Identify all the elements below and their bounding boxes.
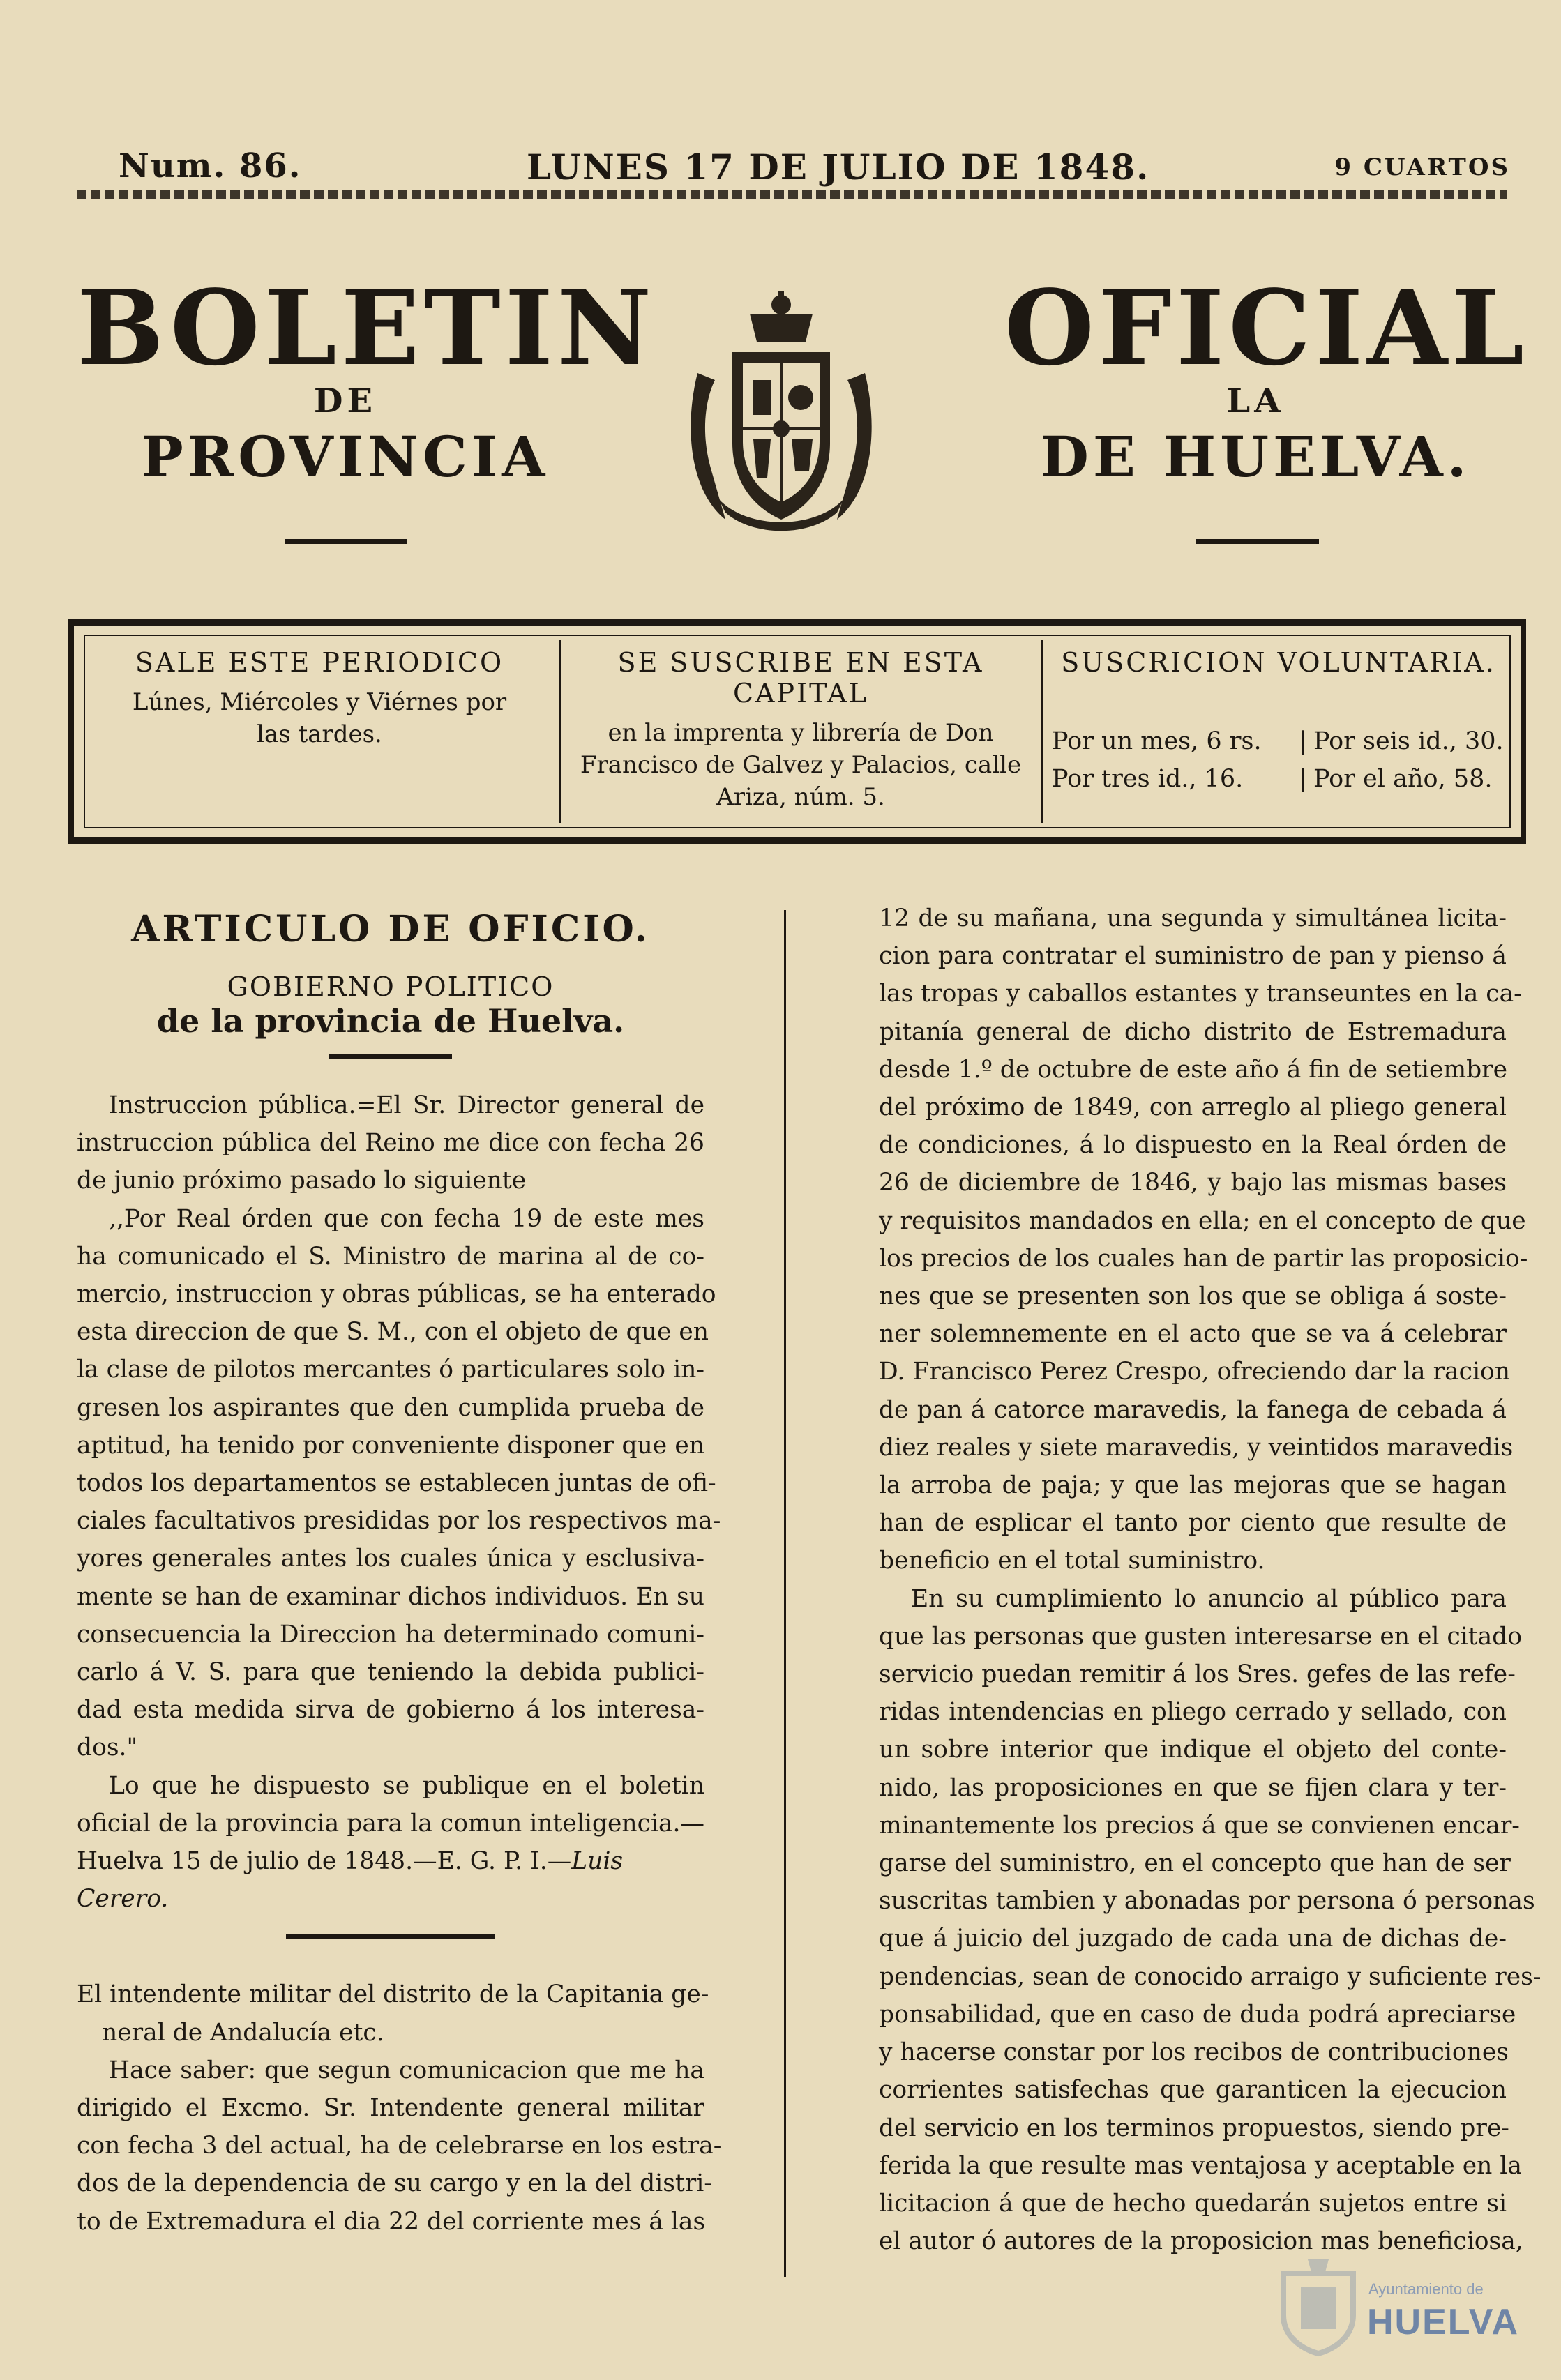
paragraph-publication <box>77 1767 704 1881</box>
text-line: ridas intendencias en pliego cerrado y sellado, con <box>879 1698 1507 1727</box>
text-line: del servicio en los terminos propuestos, siendo pre- <box>879 2114 1509 2142</box>
text-line: corrientes satisfechas que garanticen la ejecucion <box>879 2076 1507 2105</box>
text-line: 12 de su mañana, una segunda y simultánea licita- <box>879 904 1507 932</box>
text-line: ha comunicado el S. Ministro de marina al de co- <box>77 1242 704 1271</box>
watermark-small-text: Ayuntamiento de <box>1368 2280 1484 2298</box>
schedule-heading: SALE ESTE PERIODICO <box>135 647 504 678</box>
text-line: servicio puedan remitir á los Sres. gefes de las refe- <box>879 1660 1516 1689</box>
text-line: consecuencia la Direccion ha determinado comuni- <box>77 1620 704 1648</box>
text-line: licitacion á que de hecho quedarán sujetos entre si <box>879 2189 1507 2218</box>
paragraph-real-orden <box>77 1200 721 1767</box>
section-title: ARTICULO DE OFICIO. <box>131 908 650 950</box>
text-line: ciales facultativos presididas por los respectivos ma- <box>77 1507 721 1536</box>
text-line: Hace saber: que segun comunicacion que me ha <box>109 2056 704 2084</box>
text-line: nido, las proposiciones en que se fijen clara y ter- <box>879 1773 1507 1802</box>
text-line: suscritas tambien y abonadas por persona ó personas <box>879 1887 1535 1916</box>
text-line: han de esplicar el tanto por ciento que resulte de <box>879 1509 1507 1538</box>
text-line: mente se han de examinar dichos individuos. En su <box>77 1582 704 1611</box>
paragraph-hace-saber <box>77 2052 722 2241</box>
section-rule <box>286 1934 495 1939</box>
text-line: aptitud, ha tenido por conveniente disponer que en <box>77 1431 704 1460</box>
text-line: un sobre interior que indique el objeto del conte- <box>879 1736 1507 1764</box>
text-line: que las personas que gusten interesarse en el citado <box>879 1622 1523 1651</box>
text-line: yores generales antes los cuales única y esclusiva- <box>77 1545 704 1573</box>
signature-line <box>77 1880 704 1918</box>
paragraph-instruccion <box>77 1086 704 1200</box>
text-line: los precios de los cuales han de partir las proposicio- <box>879 1244 1528 1273</box>
watermark-text: HUELVA <box>1367 2302 1520 2342</box>
text-line: diez reales y siete maravedis, y veintidos maravedis <box>879 1433 1514 1462</box>
text-line: cion para contratar el suministro de pan y pienso á <box>879 942 1507 971</box>
text-line: Huelva 15 de julio de 1848.—E. G. P. I.—Luis <box>77 1847 624 1876</box>
text-line: con fecha 3 del actual, ha de celebrarse en los estra- <box>77 2132 722 2160</box>
text-line: ponsabilidad, que en caso de duda podrá apreciarse <box>879 2000 1516 2029</box>
text-line: de condiciones, á lo dispuesto en la Real órden de <box>879 1131 1507 1160</box>
issue-price: 9 CUARTOS <box>1334 153 1510 181</box>
text-line: todos los departamentos se establecen juntas de ofi- <box>77 1469 716 1498</box>
text-line: y requisitos mandados en ella; en el concepto de que <box>879 1206 1526 1235</box>
rate-separator: | <box>1299 727 1307 755</box>
text-line: y hacerse constar por los recibos de contribuciones <box>879 2038 1509 2067</box>
text-line: beneficio en el total suministro. <box>879 1547 1265 1575</box>
rates-row <box>1052 760 1512 798</box>
issue-header <box>119 146 1510 195</box>
text-line: garse del suministro, en el concepto que han de ser <box>879 1849 1511 1878</box>
text-line: En su cumplimiento lo anuncio al público para <box>911 1584 1507 1613</box>
text-line: El intendente militar del distrito de la Capitania ge- <box>77 1980 709 2009</box>
left-column <box>77 900 722 2241</box>
text-line: minantemente los precios á que se convienen encar- <box>879 1811 1520 1840</box>
rates-column <box>1052 647 1505 686</box>
rates-heading: SUSCRICION VOLUNTARIA. <box>1061 647 1496 678</box>
schedule-column <box>96 647 543 750</box>
text-line: mercio, instruccion y obras públicas, se ha enterado <box>77 1280 716 1309</box>
text-line: ner solemnemente en el acto que se va á celebrar <box>879 1320 1507 1349</box>
masthead-left <box>77 267 656 492</box>
paragraph-intendente <box>77 1976 709 2051</box>
ornamental-rule <box>77 190 1507 199</box>
rates-row <box>1052 722 1512 760</box>
text-line: dos de la dependencia de su cargo y en la del distri- <box>77 2169 712 2198</box>
subscribe-column <box>571 647 1031 813</box>
right-column <box>879 900 1541 2260</box>
text-line: 26 de diciembre de 1846, y bajo las mismas bases <box>879 1169 1507 1197</box>
text-line: ,,Por Real órden que con fecha 19 de este mes <box>109 1204 704 1233</box>
text-line: de junio próximo pasado lo siguiente <box>77 1167 527 1195</box>
text-line: oficial de la provincia para la comun inteligencia.— <box>77 1809 704 1837</box>
masthead-boletin: BOLETIN <box>77 267 656 388</box>
masthead-la: LA <box>1226 381 1285 420</box>
rate-cell: Por un mes, 6 rs. <box>1052 727 1262 755</box>
text-line: del próximo de 1849, con arreglo al pliego general <box>879 1093 1507 1122</box>
text-line: nes que se presenten son los que se obliga á soste- <box>879 1282 1507 1311</box>
text-line: la clase de pilotos mercantes ó particulares solo in- <box>77 1356 704 1384</box>
text-line: dos." <box>77 1734 138 1762</box>
text-line: esta direccion de que S. M., con el objeto de que en <box>77 1318 709 1347</box>
rates-table <box>1052 722 1512 798</box>
text-line: pendencias, sean de conocido arraigo y suficiente res- <box>879 1962 1541 1991</box>
text-line: D. Francisco Perez Crespo, ofreciendo dar la racion <box>879 1358 1510 1386</box>
text-line: dirigido el Excmo. Sr. Intendente general militar <box>77 2094 704 2123</box>
gov-heading: GOBIERNO POLITICO <box>227 971 555 1002</box>
rate-cell: Por seis id., 30. <box>1313 727 1504 755</box>
masthead-rule-left <box>285 539 407 544</box>
issue-date: LUNES 17 DE JULIO DE 1848. <box>527 146 1150 188</box>
text-line: que á juicio del juzgado de cada una de dichas de- <box>879 1925 1507 1953</box>
paragraph-licitacion <box>879 900 1528 1580</box>
subscribe-heading: SE SUSCRIBE EN ESTA CAPITAL <box>617 647 984 708</box>
masthead-de-huelva: DE HUELVA. <box>1040 424 1471 490</box>
text-line: gresen los aspirantes que den cumplida prueba de <box>77 1393 704 1422</box>
text-line: el autor ó autores de la proposicion mas beneficiosa, <box>879 2227 1523 2256</box>
text-line: instruccion pública del Reino me dice con fecha 26 <box>77 1129 704 1158</box>
schedule-text: Lúnes, Miércoles y Viérnes por las tardes. <box>132 688 507 748</box>
city-shield-watermark-icon <box>1269 2259 1367 2357</box>
signature-name: Luis <box>571 1847 624 1876</box>
text-line: Lo que he dispuesto se publique en el boletin <box>109 1771 704 1800</box>
rate-cell: Por tres id., 16. <box>1052 765 1244 793</box>
short-rule <box>329 1054 452 1059</box>
subscribe-text: en la imprenta y librería de Don Francisco de Galvez y Palacios, calle Ariza, núm. 5. <box>580 719 1022 811</box>
text-line: las tropas y caballos estantes y transeuntes en la ca- <box>879 980 1522 1008</box>
masthead-provincia: PROVINCIA <box>141 424 550 490</box>
text-line: pitanía general de dicho distrito de Estremadura <box>879 1017 1507 1046</box>
paragraph-cumplimiento <box>879 1580 1541 2261</box>
text-line: dad esta medida sirva de gobierno á los interesa- <box>77 1696 704 1725</box>
rate-cell: Por el año, 58. <box>1313 765 1493 793</box>
rate-separator: | <box>1299 765 1307 793</box>
box-divider <box>1041 640 1043 823</box>
text-line: de pan á catorce maravedis, la fanega de cebada á <box>879 1395 1507 1424</box>
text-line: ferida la que resulte mas ventajosa y aceptable en la <box>879 2151 1522 2180</box>
text-line: desde 1.º de octubre de este año á fin de setiembre <box>879 1055 1508 1084</box>
text-line: carlo á V. S. para que teniendo la debida publici- <box>77 1658 704 1687</box>
text-line: neral de Andalucía etc. <box>102 2018 384 2047</box>
gov-subheading: de la provincia de Huelva. <box>156 1002 625 1040</box>
masthead-rule-right <box>1196 539 1319 544</box>
issue-number: Num. 86. <box>119 146 302 185</box>
signature-surname: Cerero. <box>77 1885 169 1913</box>
text-line: la arroba de paja; y que las mejoras que se hagan <box>879 1471 1507 1500</box>
masthead-right <box>1004 267 1529 492</box>
coat-of-arms-icon <box>684 289 879 537</box>
masthead-oficial: OFICIAL <box>1004 267 1529 388</box>
text-line: Instruccion pública.=El Sr. Director general de <box>109 1091 704 1119</box>
masthead-de: DE <box>313 381 377 420</box>
text-line: to de Extremadura el dia 22 del corriente mes á las <box>77 2207 706 2236</box>
column-rule <box>784 910 786 2277</box>
box-divider <box>559 640 561 823</box>
